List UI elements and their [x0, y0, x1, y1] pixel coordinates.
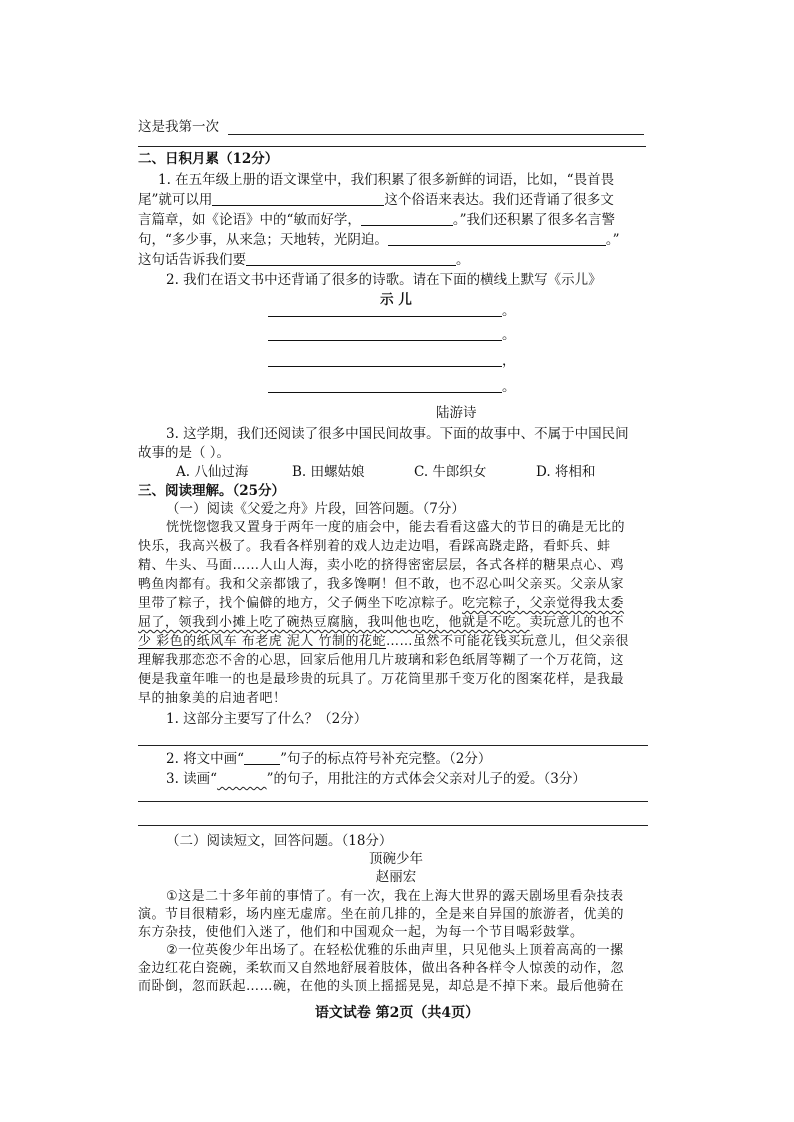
- section2-heading: 二、日积月累（12分）: [138, 151, 279, 167]
- p1-q3: 3. 读画“ ”的句子，用批注的方式体会父亲对儿子的爱。（3分）: [166, 771, 586, 787]
- answer-blank-4[interactable]: [246, 251, 456, 266]
- passage1-line: 鸭鱼肉都有。我和父亲都饿了，我多馋啊！但不敢，也不忍心叫父亲买。父亲从家: [138, 577, 625, 592]
- straight-line-marker: [244, 750, 280, 765]
- section3-heading: 三、阅读理解。（25分）: [138, 483, 286, 499]
- poem-blank-4[interactable]: [268, 378, 502, 393]
- poem-blank-2[interactable]: [268, 326, 502, 341]
- poem-author: 陆游诗: [436, 405, 477, 421]
- poem-title: 示 儿: [380, 292, 412, 308]
- s2-q2: 2. 我们在语文书中还背诵了很多的诗歌。请在下面的横线上默写《示儿》: [166, 272, 602, 288]
- part2-author: 赵丽宏: [375, 869, 417, 885]
- p1-q1-answer-line[interactable]: [138, 745, 648, 746]
- part2-title: 顶碗少年: [369, 851, 423, 867]
- passage1-line: 理解我那恋恋不舍的心思，回家后他用几片玻璃和彩色纸屑等糊了一个万花筒，这: [138, 653, 625, 668]
- passage1-line: 早的抽象美的启迪者吧！: [138, 691, 287, 706]
- s2-q1-line4: 句，“多少事，从来急；天地转，光阴迫。 。”: [138, 232, 620, 248]
- page-footer: 语文试卷 第2页（共4页）: [314, 1005, 480, 1021]
- wavy-line-marker: [217, 771, 267, 787]
- option-b[interactable]: B. 田螺姑娘: [292, 464, 365, 480]
- s2-q3-line1: 3. 这学期，我们还阅读了很多中国民间故事。下面的故事中、不属于中国民间: [166, 426, 629, 442]
- intro-prompt: [138, 118, 219, 136]
- divider: [138, 146, 646, 147]
- passage1-line: 快乐，我高兴极了。我看各样别着的戏人边走边唱，看踩高跷走路，看虾兵、蚌: [138, 539, 611, 554]
- part2-heading: （二）阅读短文，回答问题。（18分）: [166, 833, 393, 849]
- option-a[interactable]: A. 八仙过海: [176, 464, 249, 480]
- poem-line-3: ，: [268, 352, 516, 370]
- s2-q1-line1: 1. 在五年级上册的语文课堂中，我们积累了很多新鲜的词语，比如，“畏首畏: [158, 172, 615, 188]
- intro-label: 这是我第一次: [138, 119, 219, 135]
- p1-q2: 2. 将文中画“ ”句子的标点符号补充完整。（2分）: [166, 751, 492, 767]
- answer-blank-1[interactable]: [212, 191, 384, 206]
- answer-blank-3[interactable]: [388, 231, 606, 246]
- passage2-line: 演。节目很精彩，场内座无虚席。坐在前几排的，全是来自异国的旅游者，优美的: [138, 907, 625, 922]
- wavy-sentence-part2: 屈了，领我到小摊上吃了碗热豆腐脑，我叫他也吃，他就是不吃。: [138, 615, 530, 630]
- passage1-line: 里带了粽子，找个偏僻的地方，父子俩坐下吃凉粽子。吃完粽子，父亲觉得我太委: [138, 596, 625, 611]
- passage1-line: 少 彩色的纸风车 布老虎 泥人 竹制的花蛇……虽然不可能花钱买玩意儿，但父亲很: [138, 634, 630, 649]
- option-d[interactable]: D. 将相和: [536, 464, 596, 480]
- underlined-sentence: 少 彩色的纸风车 布老虎 泥人 竹制的花蛇: [138, 634, 387, 649]
- p1-q3-answer-line-1[interactable]: [138, 801, 648, 802]
- s2-q1-line2: 尾”就可以用 这个俗语来表达。我们还背诵了很多文: [138, 192, 614, 208]
- passage2-line: 东方杂技，使他们入迷了，他们和中国观众一起，为每一个节目喝彩鼓掌。: [138, 925, 584, 940]
- passage1-line: 恍恍惚惚我又置身于两年一度的庙会中，能去看看这盛大的节日的确是无比的: [166, 520, 626, 535]
- answer-blank-2[interactable]: [361, 211, 453, 226]
- intro-answer-line[interactable]: [228, 134, 644, 135]
- p1-q3-answer-line-2[interactable]: [138, 825, 648, 826]
- s2-q1-line5: 这句话告诉我们要 。: [138, 252, 470, 268]
- poem-blank-1[interactable]: [268, 302, 502, 317]
- passage2-line: ②一位英俊少年出场了。在轻松优雅的乐曲声里，只见他头上顶着高高的一摞: [166, 943, 624, 958]
- part1-heading: （一）阅读《父爱之舟》片段，回答问题。（7分）: [166, 501, 465, 517]
- poem-line-4: 。: [268, 378, 516, 396]
- option-c[interactable]: C. 牛郎织女: [414, 464, 487, 480]
- poem-line-2: 。: [268, 326, 516, 344]
- passage2-line: 而卧倒，忽而跃起……碗，在他的头顶上摇摇晃晃，却总是不掉下来。最后他骑在: [138, 979, 625, 994]
- s2-q1-line3: 言篇章，如《论语》中的“敏而好学， 。”我们还积累了很多名言警: [138, 212, 616, 228]
- passage1-line: 精、牛头、马面……人山人海，卖小吃的挤得密密层层，各式各样的糖果点心、鸡: [138, 558, 625, 573]
- poem-blank-3[interactable]: [268, 352, 502, 367]
- passage2-line: 金边红花白瓷碗，柔软而又自然地舒展着肢体，做出各种各样令人惊羡的动作，忽: [138, 961, 625, 976]
- passage2-line: ①这是二十多年前的事情了。有一次，我在上海大世界的露天剧场里看杂技表: [166, 889, 624, 904]
- passage1-line: 便是我童年唯一的也是最珍贵的玩具了。万花筒里那千变万化的图案花样，是我最: [138, 672, 625, 687]
- s2-q3-line2: 故事的是（ ）。: [138, 445, 231, 461]
- poem-line-1: 。: [268, 302, 516, 320]
- passage1-line: 屈了，领我到小摊上吃了碗热豆腐脑，我叫他也吃，他就是不吃。卖玩意儿的也不: [138, 615, 625, 630]
- wavy-sentence-part1: 吃完粽子，父亲觉得我太委: [462, 596, 625, 611]
- p1-q1: 1. 这部分主要写了什么？（2分）: [166, 711, 368, 727]
